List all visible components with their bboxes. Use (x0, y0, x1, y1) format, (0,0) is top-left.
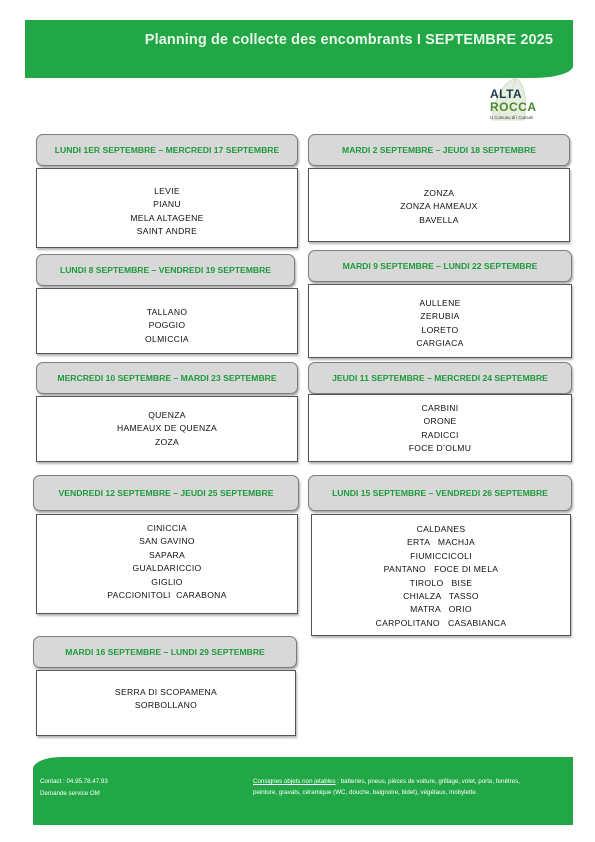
alta-rocca-logo (484, 76, 564, 128)
village-name: GUALDARICCIO (132, 563, 202, 574)
village-name: GIGLIO (151, 576, 183, 587)
village-list-5 (36, 396, 298, 462)
schedule-period: MARDI 2 SEPTEMBRE – JEUDI 18 SEPTEMBRE (342, 145, 536, 155)
schedule-header-3 (36, 254, 295, 286)
village-name: SAINT ANDRE (136, 226, 198, 237)
logo-line-3: U Cumunu di i Cumuni (490, 115, 534, 120)
logo-line-2: ROCCA (490, 100, 537, 114)
village-list-4 (308, 284, 572, 358)
village-list-7 (36, 514, 298, 614)
village-name: SAN GAVINO (139, 536, 195, 547)
schedule-period: VENDREDI 12 SEPTEMBRE – JEUDI 25 SEPTEMBRE (58, 488, 274, 498)
village-name: PANTANO FOCE DI MELA (383, 564, 499, 575)
schedule-period: LUNDI 15 SEPTEMBRE – VENDREDI 26 SEPTEMBRE (332, 488, 548, 498)
schedule-header-4 (308, 250, 572, 282)
schedule-header-6 (308, 362, 572, 394)
village-list-3 (36, 288, 298, 354)
schedule-header-2 (308, 134, 570, 166)
village-name: MATRA ORIO (410, 604, 472, 615)
village-name: FIUMICCICOLI (410, 550, 472, 561)
village-name: BAVELLA (419, 214, 459, 225)
page-title: Planning de collecte des encombrants I SEPTEMBRE 2025 (144, 32, 553, 48)
village-name: HAMEAUX DE QUENZA (116, 423, 218, 434)
schedule-header-8 (308, 475, 572, 511)
schedule-period: JEUDI 11 SEPTEMBRE – MERCREDI 24 SEPTEMBRE (332, 373, 548, 383)
village-name: PIANU (153, 199, 181, 210)
footer-consignes (253, 776, 525, 798)
village-name: LORETO (421, 324, 459, 335)
village-name: TALLANO (146, 307, 188, 317)
contact-phone: Contact : 04.95.78.47.93 (40, 778, 108, 785)
village-name: POGGIO (148, 320, 186, 331)
village-name: CALDANES (416, 524, 466, 534)
village-name: ZERUBIA (420, 311, 460, 322)
schedule-header-1 (36, 134, 298, 166)
village-name: CARBINI (421, 403, 459, 413)
village-name: LEVIE (154, 186, 180, 196)
schedule-header-9 (33, 636, 297, 668)
logo-line-1: ALTA (490, 87, 523, 101)
village-list-1 (36, 168, 298, 248)
village-name: ORONE (423, 416, 457, 427)
village-name: SERRA DI SCOPAMENA (114, 687, 218, 697)
schedule-header-7 (33, 475, 299, 511)
village-name: SAPARA (148, 549, 186, 560)
village-list-8 (311, 514, 571, 636)
consignes-text: : batteries, pneus, pièces de voiture, grillage, volet, porte, fenêtres, peinture, gravats, céramique (WC, douche, baignoire, bidet), végétaux, mobylette. (253, 778, 520, 796)
village-list-9 (36, 670, 296, 736)
schedule-header-5 (36, 362, 298, 394)
schedule-period: MERCREDI 10 SEPTEMBRE – MARDI 23 SEPTEMBRE (57, 373, 277, 383)
village-name: ERTA MACHJA (406, 537, 476, 548)
village-name: CINICCIA (146, 523, 188, 533)
contact-service: Demande service OM (40, 790, 100, 797)
top-banner (25, 20, 573, 78)
footer (33, 757, 573, 825)
village-name: ZOZA (154, 436, 180, 447)
village-name: QUENZA (148, 410, 186, 420)
village-name: CARGIACA (416, 338, 464, 349)
village-name: FOCE D’OLMU (408, 443, 472, 454)
village-name: CHIALZA TASSO (403, 591, 479, 602)
village-name: ZONZA (423, 188, 455, 198)
village-name: AULLENE (419, 298, 461, 308)
village-name: PACCIONITOLI CARABONA (107, 590, 227, 601)
schedule-period: MARDI 16 SEPTEMBRE – LUNDI 29 SEPTEMBRE (65, 647, 265, 657)
village-name: CARPOLITANO CASABIANCA (375, 617, 507, 628)
footer-contact (40, 776, 108, 800)
village-list-2 (308, 168, 570, 242)
consignes-label: Consignes objets non jetables (253, 778, 336, 785)
schedule-period: LUNDI 1ER SEPTEMBRE – MERCREDI 17 SEPTEMBRE (54, 145, 280, 155)
village-name: TIROLO BISE (409, 577, 473, 588)
village-list-6 (308, 394, 572, 462)
village-name: MELA ALTAGENE (130, 212, 204, 223)
village-name: ZONZA HAMEAUX (400, 201, 478, 212)
schedule-period: MARDI 9 SEPTEMBRE – LUNDI 22 SEPTEMBRE (342, 261, 538, 271)
village-name: SORBOLLANO (134, 700, 198, 711)
village-name: RADICCI (421, 429, 459, 440)
village-name: OLMICCIA (145, 333, 189, 344)
schedule-period: LUNDI 8 SEPTEMBRE – VENDREDI 19 SEPTEMBRE (59, 265, 272, 275)
